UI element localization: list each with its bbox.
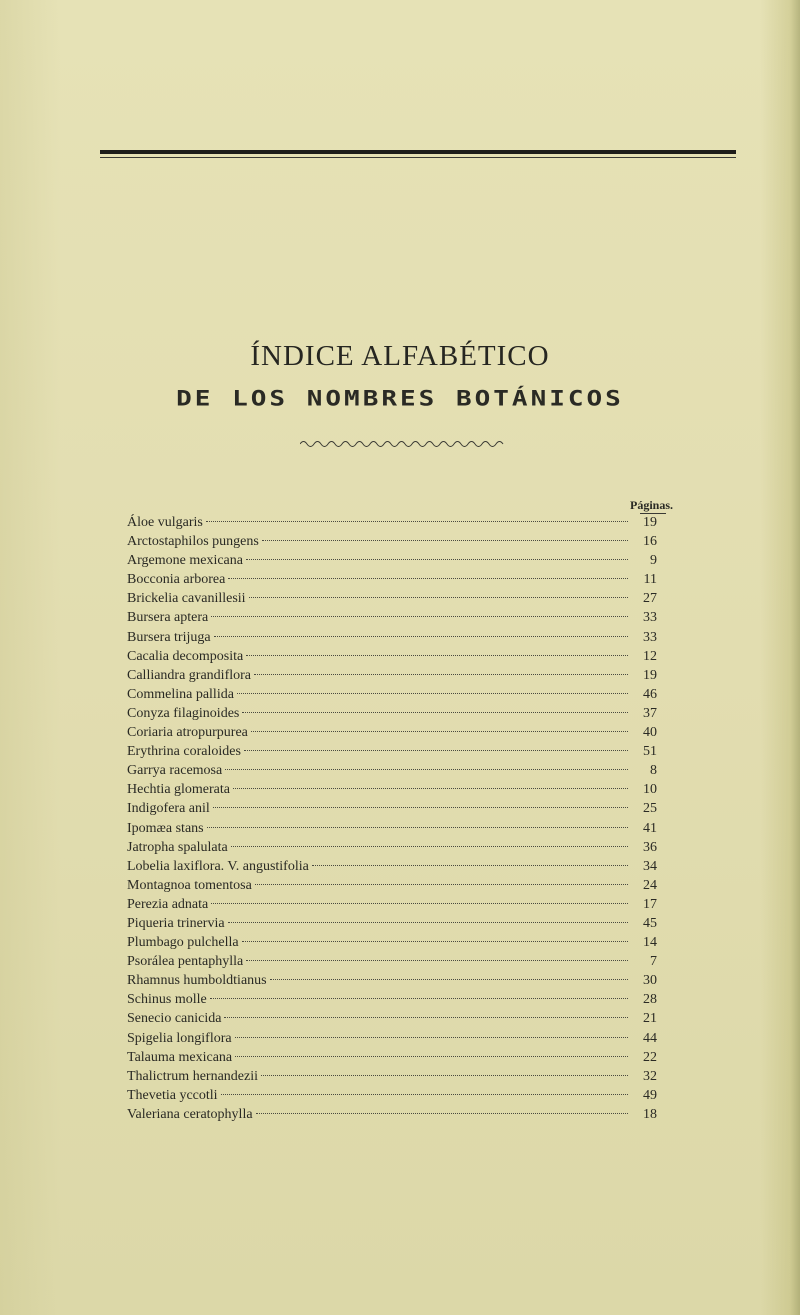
entry-name: Perezia adnata: [127, 896, 209, 912]
entry-name: Erythrina coraloides: [127, 744, 241, 760]
entry-name: Thevetia yccotli: [127, 1087, 218, 1103]
index-entry: [127, 742, 657, 761]
entry-name: Indigofera anil: [127, 801, 210, 817]
dot-leader: [242, 711, 628, 713]
dot-leader: [249, 596, 628, 598]
dot-leader: [242, 940, 628, 942]
entry-name: Bocconia arborea: [127, 572, 226, 588]
entry-page-number: 33: [643, 610, 657, 626]
entry-name: Calliandra grandiflora: [127, 667, 252, 683]
index-entry: [127, 1067, 657, 1086]
top-thick-rule: [100, 150, 736, 154]
index-entry: [127, 532, 657, 551]
index-entry: [127, 819, 657, 838]
entry-page-number: 25: [643, 801, 657, 817]
index-entry: [127, 895, 657, 914]
entry-name: Áloe vulgaris: [127, 515, 203, 530]
entry-name: Rhamnus humboldtianus: [127, 973, 267, 989]
entry-page-number: 18: [643, 1106, 657, 1122]
entry-name: Commelina pallida: [127, 686, 234, 702]
pages-column-header: Páginas.: [630, 498, 674, 512]
dot-leader: [214, 635, 628, 637]
top-thin-rule: [100, 157, 736, 158]
entry-page-number: 22: [643, 1049, 657, 1065]
entry-name: Spigelia longiflora: [127, 1030, 232, 1046]
entry-page-number: 24: [643, 877, 657, 893]
dot-leader: [270, 978, 628, 980]
dot-leader: [228, 577, 628, 579]
entry-page-number: 28: [643, 992, 657, 1008]
entry-page-number: 37: [643, 705, 657, 721]
dot-leader: [224, 1016, 628, 1018]
entry-page-number: 30: [643, 973, 657, 989]
entry-page-number: 41: [643, 820, 657, 836]
entry-page-number: 27: [643, 591, 657, 607]
index-entry: [127, 570, 657, 589]
index-entry: [127, 971, 657, 990]
index-entry: [127, 551, 657, 570]
entry-page-number: 32: [643, 1068, 657, 1084]
dot-leader: [211, 615, 628, 617]
index-entry: [127, 647, 657, 666]
entry-page-number: 14: [643, 935, 657, 951]
dot-leader: [235, 1036, 628, 1038]
index-list: [127, 513, 657, 1124]
index-entry: [127, 608, 657, 627]
entry-name: Talauma mexicana: [127, 1049, 233, 1065]
dot-leader: [211, 902, 628, 904]
entry-page-number: 51: [643, 744, 657, 760]
index-entry: [127, 1086, 657, 1105]
entry-name: Argemone mexicana: [127, 553, 243, 569]
page-subtitle: DE LOS NOMBRES BOTÁNICOS: [176, 386, 624, 412]
index-entry: [127, 933, 657, 952]
page-title: ÍNDICE ALFABÉTICO: [250, 340, 550, 372]
entry-page-number: 19: [643, 515, 657, 530]
dot-leader: [225, 768, 628, 770]
dot-leader: [246, 654, 628, 656]
entry-page-number: 44: [643, 1030, 657, 1046]
entry-page-number: 49: [643, 1087, 657, 1103]
index-entry: [127, 838, 657, 857]
index-entry: [127, 780, 657, 799]
entry-page-number: 16: [643, 534, 657, 550]
entry-page-number: 34: [643, 858, 657, 874]
entry-name: Garrya racemosa: [127, 763, 223, 779]
dot-leader: [254, 673, 628, 675]
entry-name: Coriaria atropurpurea: [127, 725, 248, 741]
index-entry: [127, 704, 657, 723]
dot-leader: [233, 787, 628, 789]
dot-leader: [261, 1074, 628, 1076]
entry-page-number: 33: [643, 629, 657, 645]
entry-page-number: 21: [643, 1011, 657, 1027]
entry-name: Bursera trijuga: [127, 629, 211, 645]
index-entry: [127, 857, 657, 876]
dot-leader: [262, 539, 628, 541]
dot-leader: [210, 997, 628, 999]
entry-name: Piqueria trinervia: [127, 915, 225, 931]
index-entry: [127, 799, 657, 818]
entry-name: Schinus molle: [127, 992, 207, 1008]
entry-name: Psorálea pentaphylla: [127, 954, 244, 970]
entry-name: Valeriana ceratophylla: [127, 1106, 253, 1122]
dot-leader: [235, 1055, 628, 1057]
dot-leader: [246, 959, 628, 961]
wavy-divider: [300, 438, 506, 448]
entry-page-number: 11: [643, 572, 657, 588]
entry-page-number: 8: [650, 763, 657, 779]
index-entry: [127, 761, 657, 780]
index-entry: [127, 1009, 657, 1028]
dot-leader: [237, 692, 628, 694]
index-entry: [127, 1048, 657, 1067]
entry-name: Lobelia laxiflora. V. angustifolia: [127, 858, 309, 874]
index-entry: [127, 685, 657, 704]
dot-leader: [256, 1112, 628, 1114]
entry-name: Senecio canicida: [127, 1011, 222, 1027]
entry-page-number: 9: [650, 553, 657, 569]
entry-name: Conyza filaginoides: [127, 705, 240, 721]
entry-name: Cacalia decomposita: [127, 648, 244, 664]
index-entry: [127, 914, 657, 933]
wavy-divider-line: [300, 442, 503, 447]
entry-name: Thalictrum hernandezii: [127, 1068, 258, 1084]
index-entry: [127, 666, 657, 685]
index-entry: [127, 628, 657, 647]
entry-page-number: 7: [650, 954, 657, 970]
dot-leader: [251, 730, 628, 732]
index-entry: [127, 513, 657, 532]
entry-name: Bursera aptera: [127, 610, 209, 626]
index-entry: [127, 723, 657, 742]
dot-leader: [231, 845, 628, 847]
dot-leader: [312, 864, 628, 866]
index-entry: [127, 589, 657, 608]
entry-page-number: 46: [643, 686, 657, 702]
entry-name: Jatropha spalulata: [127, 839, 228, 855]
entry-name: Ipomæa stans: [127, 820, 204, 836]
dot-leader: [228, 921, 628, 923]
entry-name: Arctostaphilos pungens: [127, 534, 259, 550]
index-entry: [127, 1105, 657, 1124]
dot-leader: [255, 883, 628, 885]
entry-page-number: 19: [643, 667, 657, 683]
entry-name: Brickelia cavanillesii: [127, 591, 246, 607]
index-entry: [127, 1029, 657, 1048]
dot-leader: [207, 826, 628, 828]
entry-page-number: 40: [643, 725, 657, 741]
index-entry: [127, 952, 657, 971]
dot-leader: [221, 1093, 628, 1095]
entry-page-number: 36: [643, 839, 657, 855]
entry-name: Hechtia glomerata: [127, 782, 231, 798]
dot-leader: [246, 558, 628, 560]
dot-leader: [206, 520, 628, 522]
entry-name: Plumbago pulchella: [127, 935, 239, 951]
entry-page-number: 45: [643, 915, 657, 931]
entry-name: Montagnoa tomentosa: [127, 877, 252, 893]
entry-page-number: 12: [643, 648, 657, 664]
index-entry: [127, 990, 657, 1009]
dot-leader: [213, 806, 628, 808]
entry-page-number: 10: [643, 782, 657, 798]
entry-page-number: 17: [643, 896, 657, 912]
index-entry: [127, 876, 657, 895]
dot-leader: [244, 749, 628, 751]
